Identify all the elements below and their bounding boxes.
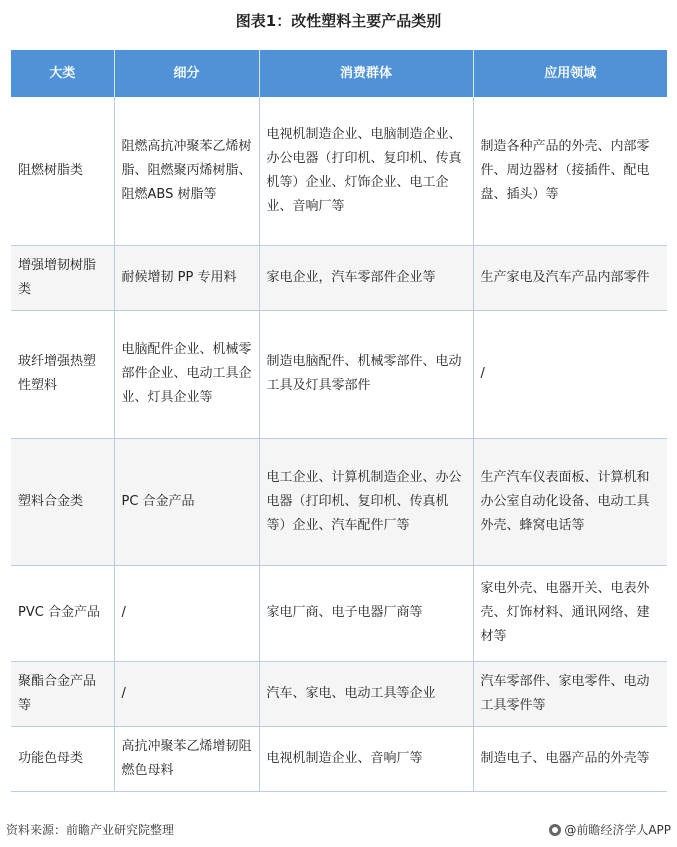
- cell-category: PVC 合金产品: [11, 565, 114, 661]
- cell-applications: 制造各种产品的外壳、内部零件、周边器材（接插件、配电盘、插头）等: [473, 97, 667, 245]
- cell-category: 阻燃树脂类: [11, 97, 114, 245]
- cell-applications: 生产家电及汽车产品内部零件: [473, 245, 667, 310]
- cell-category: 增强增韧树脂类: [11, 245, 114, 310]
- cell-category: 聚酯合金产品等: [11, 661, 114, 726]
- cell-consumers: 家电厂商、电子电器厂商等: [259, 565, 473, 661]
- table-row: [11, 310, 667, 438]
- cell-consumers: 电视机制造企业、音响厂等: [259, 726, 473, 791]
- header-consumers: 消费群体: [259, 50, 473, 97]
- cell-subdivision: 耐候增韧 PP 专用料: [114, 245, 259, 310]
- header-subdivision: 细分: [114, 50, 259, 97]
- cell-subdivision: 阻燃高抗冲聚苯乙烯树脂、阻燃聚丙烯树脂、阻燃ABS 树脂等: [114, 97, 259, 245]
- table-row: [11, 661, 667, 726]
- table-header-row: [11, 50, 667, 97]
- cell-category: 塑料合金类: [11, 438, 114, 565]
- cell-category: 功能色母类: [11, 726, 114, 791]
- brand-text: @前瞻经济学人APP: [564, 823, 671, 837]
- qianzhan-logo-icon: [549, 824, 561, 836]
- cell-consumers: 汽车、家电、电动工具等企业: [259, 661, 473, 726]
- cell-applications: 制造电子、电器产品的外壳等: [473, 726, 667, 791]
- brand-credit: [549, 821, 671, 838]
- table-row: [11, 97, 667, 245]
- cell-subdivision: 电脑配件企业、机械零部件企业、电动工具企业、灯具企业等: [114, 310, 259, 438]
- cell-subdivision: /: [114, 661, 259, 726]
- cell-applications: /: [473, 310, 667, 438]
- cell-applications: 生产汽车仪表面板、计算机和办公室自动化设备、电动工具外壳、蜂窝电话等: [473, 438, 667, 565]
- header-applications: 应用领域: [473, 50, 667, 97]
- cell-consumers: 制造电脑配件、机械零部件、电动工具及灯具零部件: [259, 310, 473, 438]
- page-title: 图表1：改性塑料主要产品类别: [235, 12, 442, 30]
- table-row: [11, 565, 667, 661]
- cell-subdivision: 高抗冲聚苯乙烯增韧阻燃色母料: [114, 726, 259, 791]
- cell-category: 玻纤增强热塑性塑料: [11, 310, 114, 438]
- table-row: [11, 438, 667, 565]
- cell-applications: 家电外壳、电器开关、电表外壳、灯饰材料、通讯网络、建材等: [473, 565, 667, 661]
- product-category-table: [11, 50, 667, 792]
- cell-subdivision: /: [114, 565, 259, 661]
- cell-subdivision: PC 合金产品: [114, 438, 259, 565]
- cell-consumers: 家电企业，汽车零部件企业等: [259, 245, 473, 310]
- cell-consumers: 电工企业、计算机制造企业、办公电器（打印机、复印机、传真机等）企业、汽车配件厂等: [259, 438, 473, 565]
- header-category: 大类: [11, 50, 114, 97]
- cell-applications: 汽车零部件、家电零件、电动工具零件等: [473, 661, 667, 726]
- source-note: 资料来源：前瞻产业研究院整理: [6, 823, 175, 837]
- table-row: [11, 726, 667, 791]
- table-row: [11, 245, 667, 310]
- cell-consumers: 电视机制造企业、电脑制造企业、办公电器（打印机、复印机、传真机等）企业、灯饰企业、电工企业、音响厂等: [259, 97, 473, 245]
